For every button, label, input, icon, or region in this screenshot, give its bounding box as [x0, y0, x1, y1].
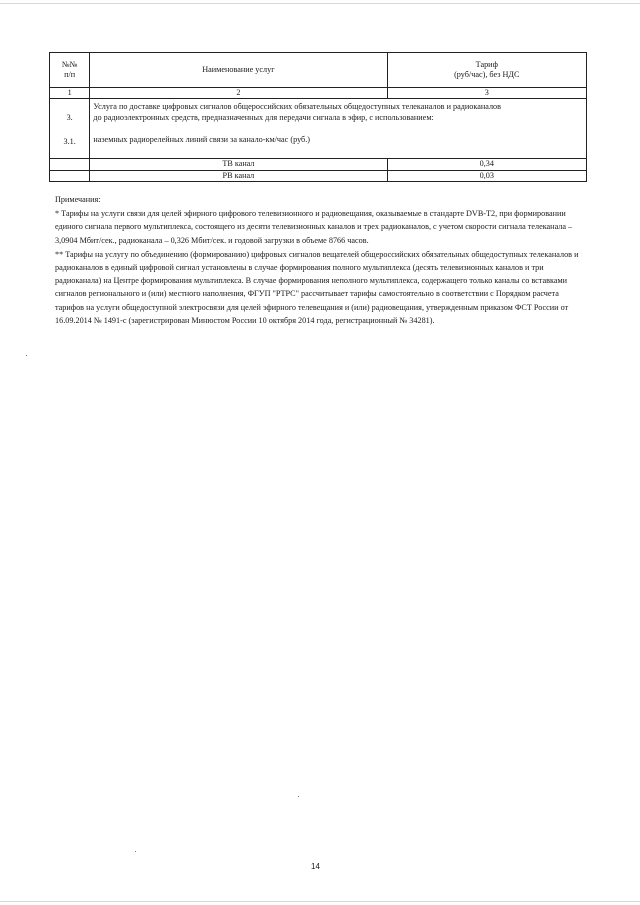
row-value-radio: 0,03 — [387, 170, 586, 181]
service-description-line1: Услуга по доставке цифровых сигналов общероссийских обязательных общедоступных телеканалов и радиоканалов — [93, 102, 502, 112]
header-name-cell: Наименование услуг — [90, 53, 387, 88]
table-row — [50, 170, 587, 181]
service-description-cell — [90, 99, 587, 159]
notes-heading: Примечания: — [55, 195, 101, 204]
row-value-tv: 0,34 — [387, 159, 586, 170]
column-number-2: 2 — [90, 88, 387, 99]
service-sub-description: наземных радиорелейных линий связи за канало-км/час (руб.) — [93, 134, 311, 144]
scan-speck — [135, 851, 136, 852]
header-tariff-line1: Тариф — [475, 59, 498, 69]
tariff-table — [49, 52, 587, 182]
service-row — [50, 99, 587, 159]
header-number-cell — [50, 53, 90, 88]
header-number-line2: п/п — [64, 70, 76, 79]
notes-section — [55, 193, 579, 327]
column-number-1: 1 — [50, 88, 90, 99]
service-number-cell — [50, 99, 90, 159]
table-row — [50, 159, 587, 170]
row-label-tv: ТВ канал — [90, 159, 387, 170]
header-tariff-line2: (руб/час), без НДС — [454, 70, 520, 79]
note-single-asterisk: * Тарифы на услуги связи для целей эфирного цифрового телевизионного и радиовещания, оказываемые в стандарте DVB-T2, при формировании единого сигнала первого мультиплекса, состоящего из десяти телевизионных каналов и трех радиоканалов, с учетом скорости сигнала телеканала – 3,0904 Мбит/сек., радиоканала – 0,326 Мбит/сек. и годовой загрузки в объеме 8766 часов. — [55, 209, 573, 245]
table-header-row — [50, 53, 587, 88]
row-empty-cell — [50, 170, 90, 181]
scan-edge-bottom — [0, 901, 640, 902]
column-numbers-row — [50, 88, 587, 99]
scan-speck — [26, 355, 27, 356]
row-label-radio: РВ канал — [90, 170, 387, 181]
scan-edge-top — [0, 3, 640, 4]
column-number-3: 3 — [387, 88, 586, 99]
header-number-line1: №№ — [61, 59, 78, 69]
note-double-asterisk: ** Тарифы на услугу по объединению (формированию) цифровых сигналов вещателей общероссийских обязательных общедоступных телеканалов и радиоканалов в единый цифровой сигнал установлены в случае формирования полного мультиплекса (десять телевизионных каналов и три радиоканала) на Центре формирования мультиплекса. В случае формирования неполного мультиплекса, содержащего только каналы со вставками сигналов регионального и (или) местного наполнения, ФГУП "РТРС" рассчитывает тарифы самостоятельно в соответствии с Порядком расчета тарифов на услуги общедоступной электросвязи для целей эфирного телевещания и (или) радиовещания, утвержденным приказом ФСТ России от 16.09.2014 № 1491-с (зарегистрирован Минюстом России 10 октября 2014 года, регистрационный № 34281). — [55, 249, 579, 325]
service-description-line2: до радиоэлектронных средств, предназначенных для передачи сигнала в эфир, с использованием: — [93, 112, 434, 122]
page-number: 14 — [311, 862, 320, 871]
header-tariff-cell — [387, 53, 586, 88]
scan-speck — [298, 796, 299, 797]
service-number: 3. — [66, 113, 73, 123]
service-sub-number: 3.1. — [63, 136, 76, 146]
row-empty-cell — [50, 159, 90, 170]
